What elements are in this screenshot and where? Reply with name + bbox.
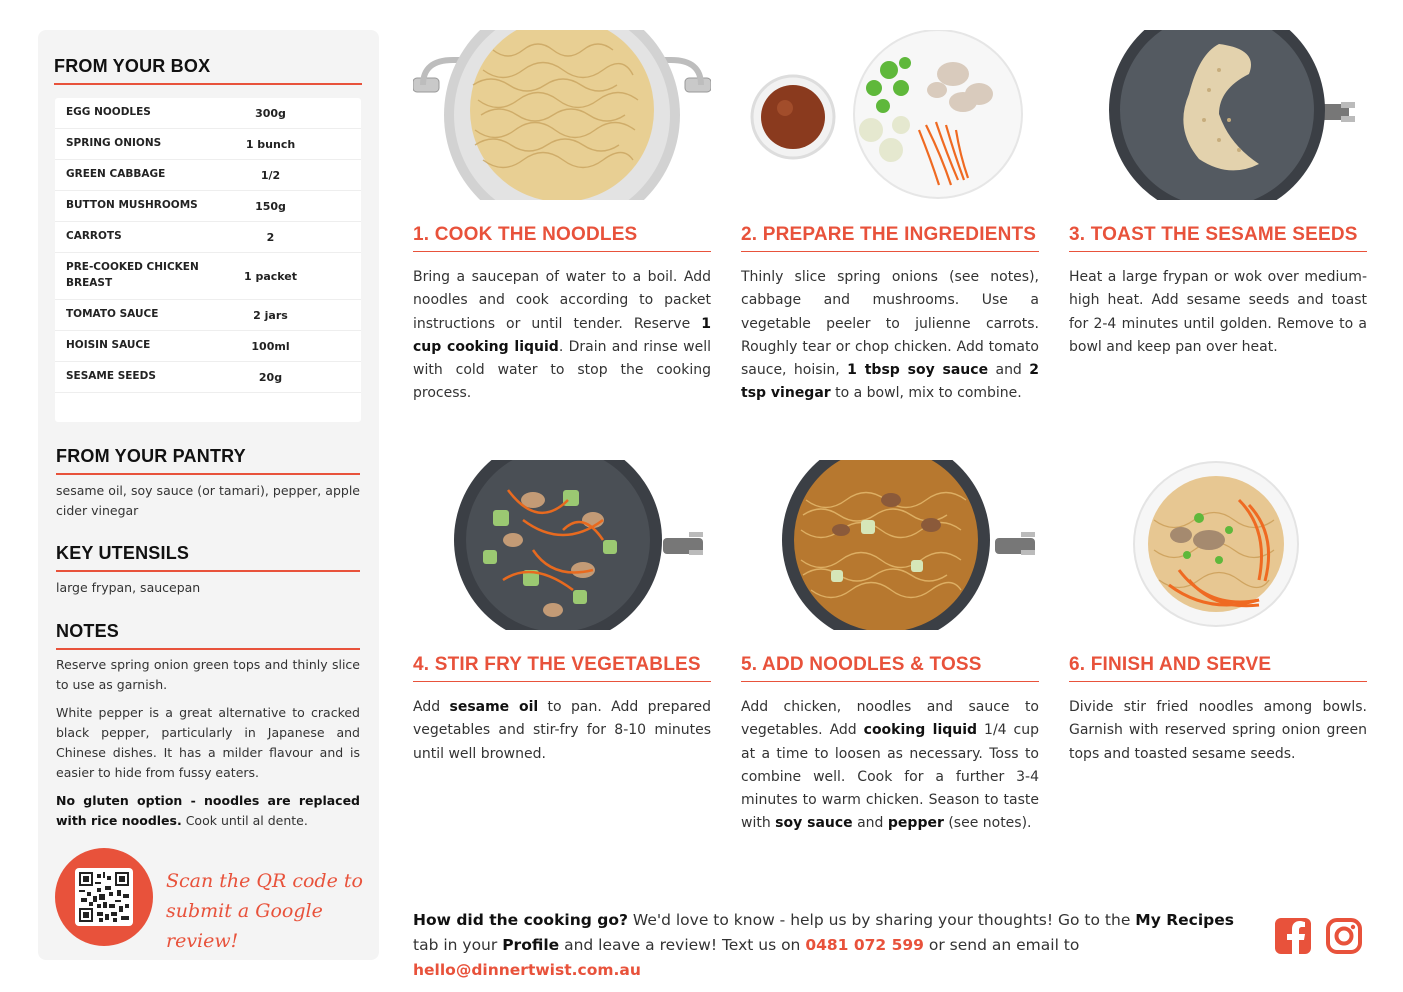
key-utensils-heading: KEY UTENSILS [56, 543, 360, 572]
step-6-title: 6. FINISH AND SERVE [1069, 654, 1367, 682]
from-your-box-heading: FROM YOUR BOX [54, 56, 362, 85]
ingredient-qty: 100ml [251, 339, 290, 353]
table-row [55, 191, 361, 222]
step-5-body [741, 696, 1039, 836]
note-3-rest: Cook until al dente. [181, 813, 308, 828]
table-row [55, 129, 361, 160]
facebook-icon[interactable] [1275, 918, 1311, 954]
step-1-photo [413, 30, 711, 200]
step-5-text: 1/4 cup at a time to loosen as necessary. Toss to combine well. Cook for a further 3-4 minutes to warm chicken. Season to taste with [741, 722, 1039, 832]
note-2: White pepper is a great alternative to cracked black pepper, particularly in Japanese and Chinese dishes. It has a milder flavour and is easier to hide from fussy eaters. [56, 705, 360, 780]
ingredient-qty: 1/2 [260, 168, 281, 182]
step-2-text: to a bowl, mix to combine. [830, 385, 1022, 402]
footer-text: or send an email to [923, 936, 1080, 954]
pantry-text: sesame oil, soy sauce (or tamari), pepper, apple cider vinegar [56, 483, 360, 518]
ingredient-qty: 1 packet [243, 269, 298, 283]
table-row [55, 160, 361, 191]
ingredient-qty: 2 [266, 230, 275, 244]
feedback-footer [413, 908, 1263, 983]
step-6-body [1069, 696, 1367, 766]
my-recipes-link[interactable]: My Recipes [1135, 911, 1234, 929]
table-row [55, 362, 361, 393]
email-link[interactable]: hello@dinnertwist.com.au [413, 961, 641, 979]
step-4-text: to pan. Add prepared vegetables and stir-fry for 8-10 minutes until well browned. [413, 699, 711, 762]
step-2-bold: 1 tbsp soy sauce [847, 362, 989, 379]
qr-code[interactable] [75, 868, 133, 926]
ingredient-name: CARROTS [66, 230, 122, 243]
ingredient-name: HOISIN SAUCE [66, 339, 151, 352]
ingredient-name: SPRING ONIONS [66, 137, 162, 150]
from-your-pantry-heading: FROM YOUR PANTRY [56, 446, 360, 475]
ingredients-sidebar [38, 30, 379, 960]
table-row [55, 98, 361, 129]
step-3-title: 3. TOAST THE SESAME SEEDS [1069, 224, 1367, 252]
qr-code-badge[interactable] [55, 848, 153, 946]
ingredient-qty: 20g [258, 370, 283, 384]
step-5-bold: pepper [887, 815, 944, 832]
step-4-bold: sesame oil [449, 699, 539, 715]
step-4-text: Add [413, 699, 450, 715]
step-2-bold: 2 tsp vinegar [741, 362, 1039, 402]
ingredient-name: TOMATO SAUCE [66, 308, 159, 321]
step-5-bold: soy sauce [775, 815, 853, 832]
instagram-icon[interactable] [1326, 918, 1362, 954]
step-1-bold: 1 cup cooking liquid [413, 315, 711, 355]
note-3 [56, 791, 360, 831]
qr-review-text [166, 866, 366, 956]
ingredient-name: PRE-COOKED CHICKEN BREAST [66, 261, 199, 289]
step-5-title: 5. ADD NOODLES & TOSS [741, 654, 1039, 682]
step-5-photo [741, 460, 1039, 630]
step-3-photo [1069, 30, 1367, 200]
step-1-body [413, 266, 711, 406]
ingredient-name: BUTTON MUSHROOMS [66, 199, 198, 212]
step-4-body [413, 696, 711, 766]
step-4-title: 4. STIR FRY THE VEGETABLES [413, 654, 711, 682]
qr-line-2: submit a Google review! [166, 900, 323, 952]
notes-body [56, 655, 360, 839]
footer-text: We'd love to know - help us by sharing your thoughts! Go to the [627, 911, 1136, 929]
notes-heading: NOTES [56, 621, 360, 650]
ingredient-name: SESAME SEEDS [66, 370, 156, 383]
ingredients-table [55, 98, 361, 422]
step-2-title: 2. PREPARE THE INGREDIENTS [741, 224, 1039, 252]
note-1: Reserve spring onion green tops and thinly slice to use as garnish. [56, 657, 360, 692]
table-row [55, 222, 361, 253]
step-3-body [1069, 266, 1367, 359]
ingredient-qty: 2 jars [253, 308, 288, 322]
footer-text: and leave a review! Text us on [559, 936, 806, 954]
step-6-photo [1069, 460, 1367, 630]
step-1-text: Bring a saucepan of water to a boil. Add noodles and cook according to packet instructions or until tender. Reserve [413, 269, 711, 332]
step-5-text: (see notes). [943, 815, 1032, 832]
step-2-body [741, 266, 1039, 406]
qr-line-1: Scan the QR code to [166, 870, 363, 892]
step-2-text: Thinly slice spring onions (see notes), cabbage and mushrooms. Use a vegetable peeler to julienne carrots. Roughly tear or chop chicken. Add tomato sauce, hoisin, [741, 269, 1039, 379]
profile-link[interactable]: Profile [502, 936, 560, 954]
step-1-text: . Drain and rinse well with cold water to stop the cooking process. [413, 338, 711, 402]
step-2-photo [741, 30, 1039, 200]
table-row [55, 331, 361, 362]
step-5-text: and [852, 815, 888, 832]
ingredient-name: GREEN CABBAGE [66, 168, 166, 181]
step-3-text: Heat a large frypan or wok over medium-high heat. Add sesame seeds and toast for 2-4 minutes until golden. Remove to a bowl and keep pan over heat. [1069, 269, 1367, 355]
step-2-text: and [988, 362, 1030, 379]
ingredient-qty: 1 bunch [245, 137, 296, 151]
note-3-bold: No gluten option - noodles are replaced with rice noodles. [56, 793, 360, 828]
ingredient-name: EGG NOODLES [66, 106, 151, 119]
footer-text: tab in your [413, 936, 503, 954]
step-5-text: Add chicken, noodles and sauce to vegetables. Add [741, 699, 1039, 739]
step-5-bold: cooking liquid [863, 722, 978, 739]
phone-link[interactable]: 0481 072 599 [805, 936, 924, 954]
table-row [55, 300, 361, 331]
qr-code-icon [79, 872, 129, 922]
table-row [55, 253, 361, 300]
step-4-photo [413, 460, 711, 630]
utensils-text: large frypan, saucepan [56, 580, 201, 595]
ingredient-qty: 150g [255, 199, 286, 213]
footer-question: How did the cooking go? [413, 911, 628, 929]
step-1-title: 1. COOK THE NOODLES [413, 224, 711, 252]
step-6-text: Divide stir fried noodles among bowls. Garnish with reserved spring onion green tops and toasted sesame seeds. [1069, 699, 1367, 762]
ingredient-qty: 300g [255, 106, 286, 120]
